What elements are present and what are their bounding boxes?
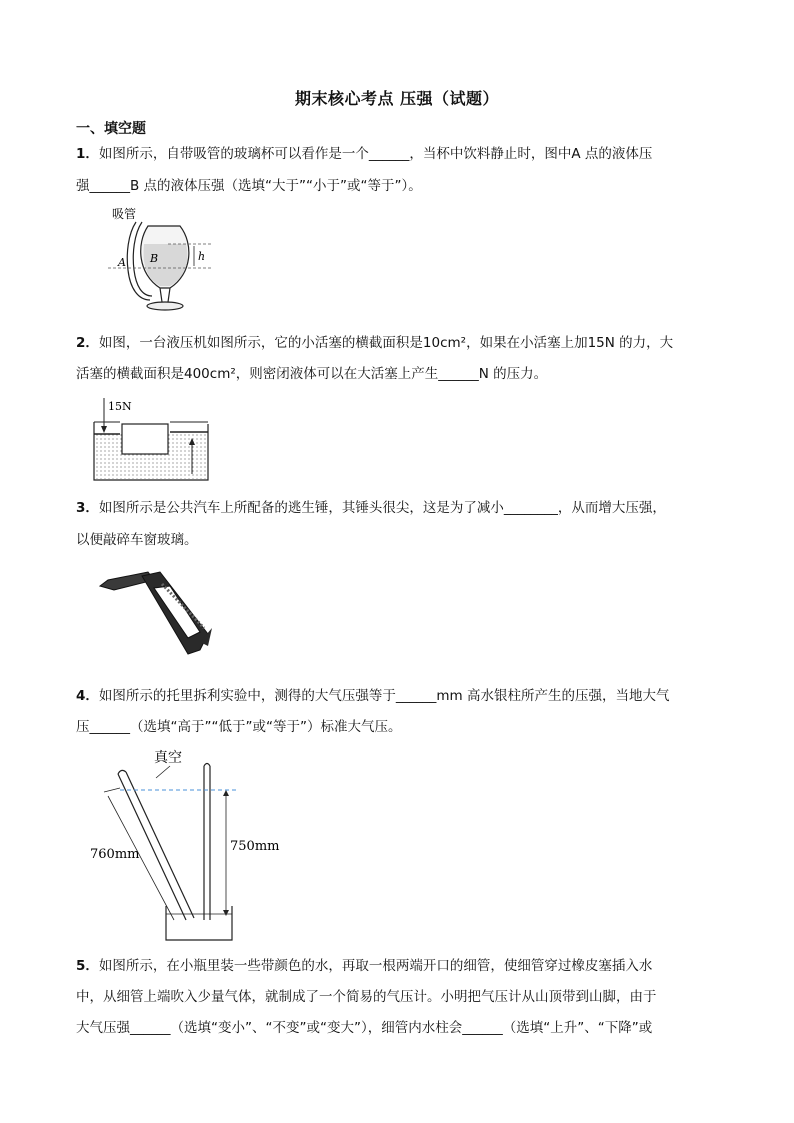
hydraulic-press-figure	[92, 394, 210, 490]
question-1-number: 1．	[76, 146, 99, 162]
question-4-line-1: 4．如图所示的托里拆利实验中，测得的大气压强等于______mm 高水银柱所产生的压强，当地大气	[76, 688, 670, 704]
question-5-number: 5．	[76, 958, 99, 974]
question-4-number: 4．	[76, 688, 99, 704]
question-1-line-2: 强______B 点的液体压强（选填“大于”“小于”或“等于”）。	[76, 178, 422, 194]
point-b-label: B	[150, 252, 159, 265]
question-5-line-2: 中，从细管上端吹入少量气体，就制成了一个简易的气压计。小明把气压计从山顶带到山脚，由于	[76, 989, 657, 1005]
question-2-line-2: 活塞的横截面积是400cm²，则密闭液体可以在大活塞上产生______N 的压力。	[76, 366, 548, 382]
vacuum-label: 真空	[154, 750, 182, 766]
left-length-label: 760mm	[90, 847, 140, 862]
question-2-line-1: 2．如图，一台液压机如图所示，它的小活塞的横截面积是10cm²，如果在小活塞上加15N 的力，大	[76, 335, 674, 351]
straw-label: 吸管	[112, 207, 137, 221]
section-heading: 一、填空题	[76, 121, 146, 137]
question-5-line-1: 5．如图所示，在小瓶里装一些带颜色的水，再取一根两端开口的细管，使细管穿过橡皮塞插入水	[76, 958, 653, 974]
escape-hammer-figure	[96, 558, 220, 664]
right-height-label: 750mm	[230, 839, 280, 854]
question-3-number: 3．	[76, 500, 99, 516]
question-5-line-3: 大气压强______（选填“变小”、“不变”或“变大”），细管内水柱会______（选填“上升”、“下降”或	[76, 1020, 653, 1036]
point-a-label: A	[118, 256, 126, 269]
page-title: 期末核心考点 压强（试题）	[294, 89, 500, 108]
question-2-number: 2．	[76, 335, 99, 351]
question-1-line-1: 1．如图所示，自带吸管的玻璃杯可以看作是一个______，当杯中饮料静止时，图中A 点的液体压	[76, 146, 653, 162]
question-4-line-2: 压______（选填“高于”“低于”或“等于”）标准大气压。	[76, 719, 402, 735]
question-3-line-2: 以便敲碎车窗玻璃。	[76, 532, 198, 548]
h-label: h	[198, 250, 206, 263]
question-3-line-1: 3．如图所示是公共汽车上所配备的逃生锤，其锤头很尖，这是为了减小________，从而增大压强，	[76, 500, 666, 516]
torricelli-experiment-figure	[90, 744, 290, 944]
force-label: 15N	[108, 400, 132, 413]
glass-with-straw-figure	[108, 204, 218, 316]
